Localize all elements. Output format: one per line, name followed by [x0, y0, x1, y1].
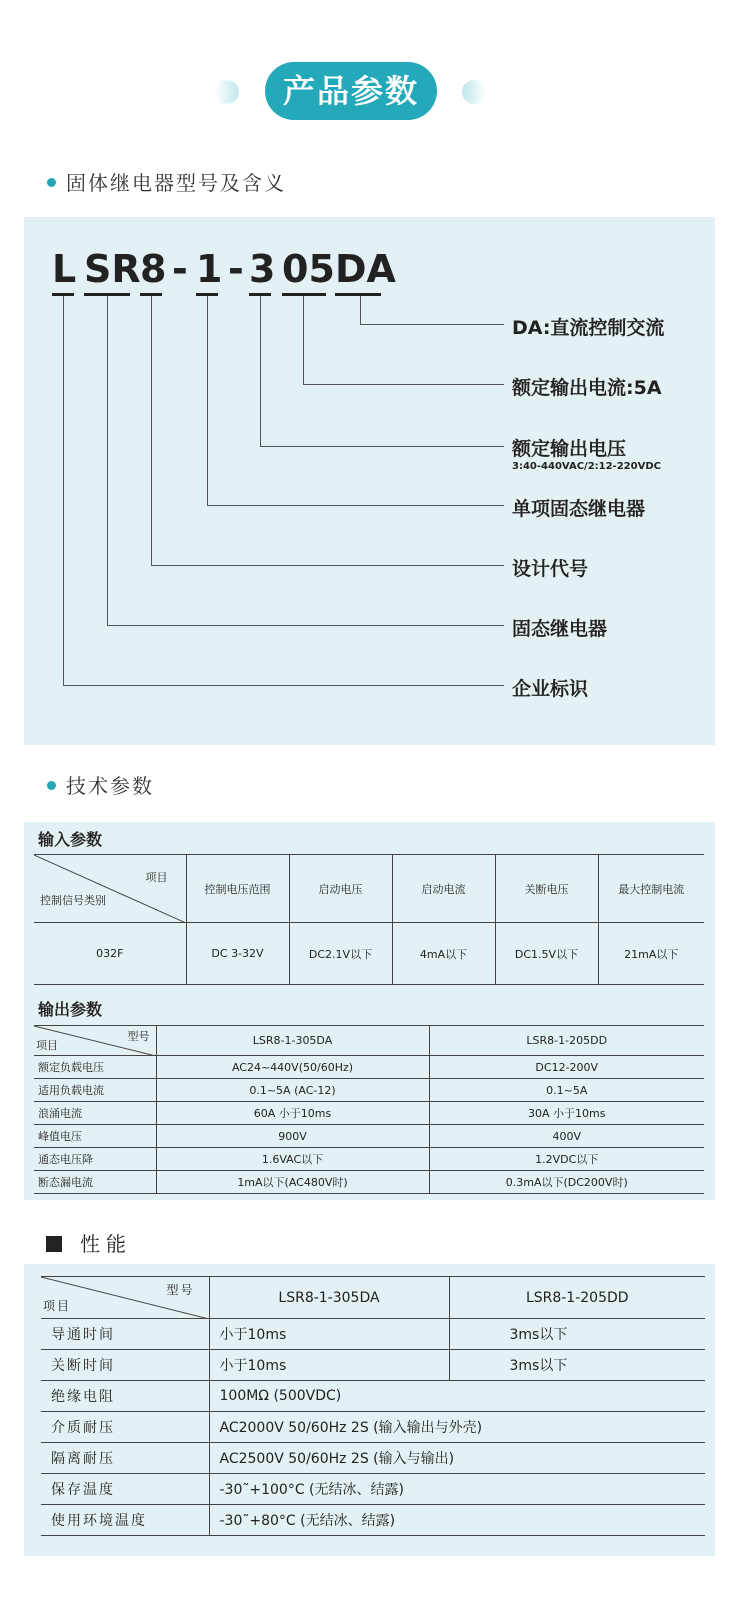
code-segment-sr: SR: [84, 247, 141, 291]
meaning-3-detail: 3:40-440VAC/2:12-220VDC: [512, 461, 661, 472]
diag-bottom-label: 控制信号类别: [40, 894, 106, 907]
diag-top-label: 项目: [145, 871, 168, 884]
tech-section-title: [47, 770, 154, 799]
square-bullet-icon: [46, 1236, 62, 1252]
connector-sr: [107, 296, 108, 625]
table-cell: 400V: [429, 1125, 704, 1148]
table-cell: 900V: [156, 1125, 429, 1148]
table-row: [34, 923, 704, 985]
row-label: 关断时间: [41, 1350, 209, 1381]
decorative-dot-right: [462, 80, 486, 104]
code-dash-2: -: [228, 247, 244, 291]
output-params-table: [34, 1025, 704, 1194]
table-cell: DC12-200V: [429, 1056, 704, 1079]
row-label: 隔离耐压: [41, 1443, 209, 1474]
output-params-title: 输出参数: [38, 1000, 103, 1019]
table-cell: 3ms以下: [449, 1350, 705, 1381]
row-label: 通态电压降: [34, 1148, 156, 1171]
table-row: [41, 1350, 705, 1381]
meaning-da: DA:直流控制交流: [512, 317, 665, 339]
table-cell: 30A 小于10ms: [429, 1102, 704, 1125]
table-cell: AC2500V 50/60Hz 2S (输入与输出): [209, 1443, 705, 1474]
column-header: 控制电压范围: [186, 855, 289, 923]
table-row: [34, 1079, 704, 1102]
row-label: 保存温度: [41, 1474, 209, 1505]
model-diagram: [24, 217, 715, 745]
tech-params-panel: [24, 822, 715, 1200]
connector-3: [260, 296, 261, 446]
row-label: 导通时间: [41, 1319, 209, 1350]
table-cell: 100MΩ (500VDC): [209, 1381, 705, 1412]
table-cell: 小于10ms: [209, 1319, 449, 1350]
decorative-dot-left: [215, 80, 239, 104]
bullet-icon: [47, 178, 56, 187]
code-segment-3: 3: [249, 247, 276, 291]
table-row: [41, 1381, 705, 1412]
column-header: 启动电压: [289, 855, 392, 923]
connector-05-h: [303, 384, 504, 385]
diag-top-label: 型号: [166, 1283, 195, 1297]
row-label: 断态漏电流: [34, 1171, 156, 1194]
meaning-8: 设计代号: [512, 558, 589, 580]
code-segment-da: DA: [335, 247, 396, 291]
row-label: 额定负载电压: [34, 1056, 156, 1079]
connector-l: [63, 296, 64, 685]
performance-title-text: 性能: [80, 1232, 132, 1256]
table-cell: 1mA以下(AC480V时): [156, 1171, 429, 1194]
table-cell: 小于10ms: [209, 1350, 449, 1381]
connector-1: [207, 296, 208, 505]
table-cell: AC24~440V(50/60Hz): [156, 1056, 429, 1079]
connector-3-h: [260, 446, 504, 447]
code-segment-1: 1: [196, 247, 223, 291]
table-row: [34, 1026, 704, 1056]
diagonal-header-cell: [34, 855, 186, 923]
code-segment-8: 8: [140, 247, 167, 291]
model-header: LSR8-1-205DD: [429, 1026, 704, 1056]
connector-8-h: [151, 565, 504, 566]
tech-section-title-text: 技术参数: [66, 774, 154, 798]
row-label: 介质耐压: [41, 1412, 209, 1443]
diagonal-header-cell: [34, 1026, 156, 1056]
table-cell: 0.3mA以下(DC200V时): [429, 1171, 704, 1194]
row-label: 适用负载电流: [34, 1079, 156, 1102]
meaning-sr: 固态继电器: [512, 618, 608, 640]
input-params-table: [34, 854, 704, 985]
table-cell: 60A 小于10ms: [156, 1102, 429, 1125]
table-cell: 21mA以下: [598, 923, 704, 985]
table-row: [41, 1412, 705, 1443]
table-row: [34, 1102, 704, 1125]
table-row: [34, 1171, 704, 1194]
code-segment-05: 05: [282, 247, 335, 291]
performance-panel: [24, 1264, 715, 1556]
connector-l-h: [63, 685, 504, 686]
table-cell: DC1.5V以下: [495, 923, 598, 985]
input-params-title: 输入参数: [38, 830, 103, 849]
diagonal-line: [34, 855, 186, 923]
table-cell: 0.1~5A: [429, 1079, 704, 1102]
table-cell: DC2.1V以下: [289, 923, 392, 985]
table-cell: 3ms以下: [449, 1319, 705, 1350]
page-header: [0, 60, 750, 124]
table-row: [41, 1505, 705, 1536]
connector-05: [303, 296, 304, 384]
table-cell: -30˜+100°C (无结冰、结露): [209, 1474, 705, 1505]
meaning-1: 单项固态继电器: [512, 498, 646, 520]
model-section-title-text: 固体继电器型号及含义: [66, 171, 286, 195]
table-row: [41, 1319, 705, 1350]
diag-top-label: 型号: [127, 1030, 150, 1043]
connector-da-h: [360, 324, 504, 325]
connector-1-h: [207, 505, 504, 506]
table-cell: 4mA以下: [392, 923, 495, 985]
meaning-l: 企业标识: [512, 678, 589, 700]
table-cell: 1.6VAC以下: [156, 1148, 429, 1171]
table-row: [34, 1148, 704, 1171]
model-header: LSR8-1-305DA: [156, 1026, 429, 1056]
model-header: LSR8-1-205DD: [449, 1277, 705, 1319]
diag-bottom-label: 项目: [36, 1039, 58, 1052]
connector-8: [151, 296, 152, 565]
model-section-title: [47, 167, 286, 196]
row-label: 使用环境温度: [41, 1505, 209, 1536]
connector-sr-h: [107, 625, 504, 626]
table-cell: AC2000V 50/60Hz 2S (输入输出与外壳): [209, 1412, 705, 1443]
table-cell: 032F: [34, 923, 186, 985]
row-label: 浪涌电流: [34, 1102, 156, 1125]
column-header: 启动电流: [392, 855, 495, 923]
column-header: 最大控制电流: [598, 855, 704, 923]
table-row: [41, 1277, 705, 1319]
model-header: LSR8-1-305DA: [209, 1277, 449, 1319]
connector-da: [360, 296, 361, 324]
diag-bottom-label: 项目: [43, 1299, 72, 1313]
underline-05: [282, 293, 326, 296]
table-row: [34, 1056, 704, 1079]
row-label: 绝缘电阻: [41, 1381, 209, 1412]
table-row: [34, 1125, 704, 1148]
table-cell: -30˜+80°C (无结冰、结露): [209, 1505, 705, 1536]
table-row: [41, 1474, 705, 1505]
code-dash-1: -: [172, 247, 188, 291]
meaning-3: 额定输出电压: [512, 438, 627, 460]
page-title: 产品参数: [265, 62, 437, 120]
table-cell: 1.2VDC以下: [429, 1148, 704, 1171]
table-row: [34, 855, 704, 923]
table-cell: DC 3-32V: [186, 923, 289, 985]
performance-table: [41, 1276, 705, 1536]
underline-da: [335, 293, 381, 296]
row-label: 峰值电压: [34, 1125, 156, 1148]
bullet-icon: [47, 781, 56, 790]
meaning-05: 额定输出电流:5A: [512, 377, 662, 399]
performance-title: [46, 1228, 132, 1257]
table-row: [41, 1443, 705, 1474]
code-segment-l: L: [52, 247, 77, 291]
table-cell: 0.1~5A (AC-12): [156, 1079, 429, 1102]
diagonal-header-cell: [41, 1277, 209, 1319]
column-header: 关断电压: [495, 855, 598, 923]
